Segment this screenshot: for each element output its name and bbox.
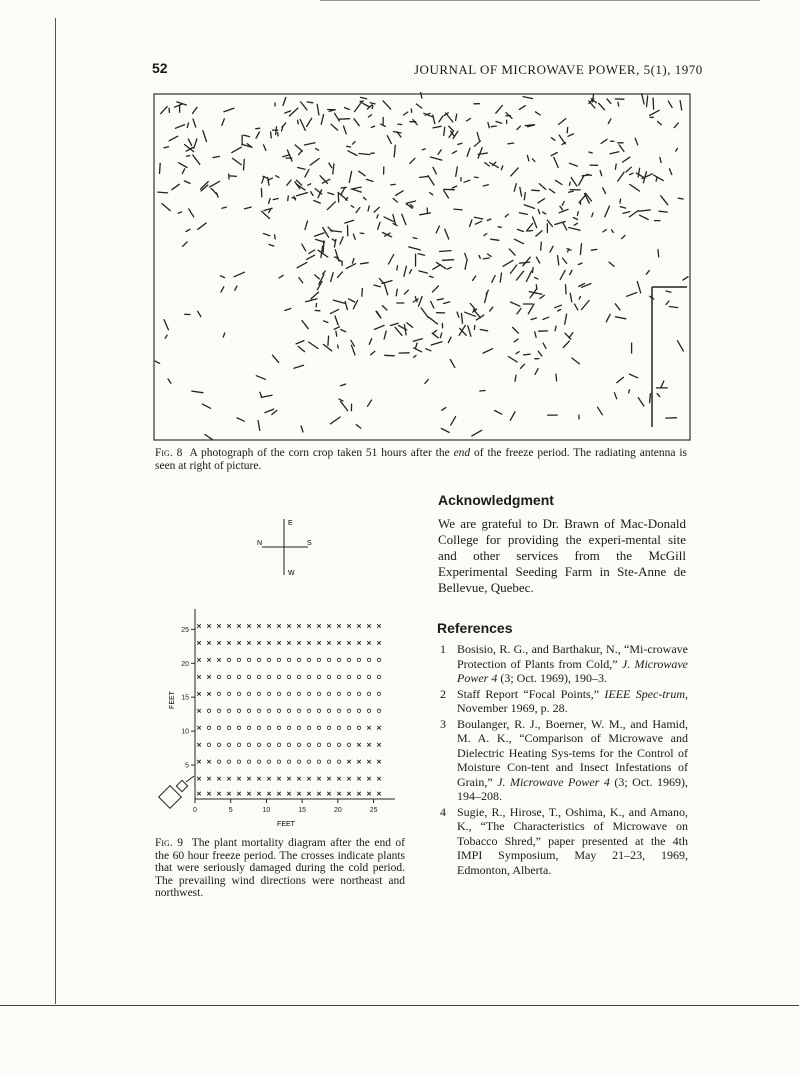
surviving-plant-mark bbox=[297, 658, 300, 661]
surviving-plant-mark bbox=[257, 726, 260, 729]
surviving-plant-mark bbox=[267, 709, 270, 712]
damaged-plant-mark bbox=[237, 624, 241, 628]
surviving-plant-mark bbox=[307, 692, 310, 695]
damaged-plant-mark bbox=[357, 641, 361, 645]
damaged-plant-mark bbox=[207, 692, 211, 696]
damaged-plant-mark bbox=[357, 760, 361, 764]
compass-east-label: E bbox=[288, 520, 293, 527]
surviving-plant-mark bbox=[257, 692, 260, 695]
surviving-plant-mark bbox=[277, 726, 280, 729]
surviving-plant-mark bbox=[247, 726, 250, 729]
damaged-plant-mark bbox=[357, 777, 361, 781]
surviving-plant-mark bbox=[297, 709, 300, 712]
damaged-plant-mark bbox=[207, 641, 211, 645]
damaged-plant-mark bbox=[207, 675, 211, 679]
damaged-plant-mark bbox=[307, 777, 311, 781]
surviving-plant-mark bbox=[247, 760, 250, 763]
caption-emphasis: end bbox=[453, 447, 471, 459]
damaged-plant-mark bbox=[207, 658, 211, 662]
damaged-plant-mark bbox=[317, 792, 321, 796]
damaged-plant-mark bbox=[197, 675, 201, 679]
surviving-plant-mark bbox=[247, 658, 250, 661]
damaged-plant-mark bbox=[307, 624, 311, 628]
damaged-plant-mark bbox=[377, 726, 381, 730]
surviving-plant-mark bbox=[377, 658, 380, 661]
damaged-plant-mark bbox=[237, 777, 241, 781]
damaged-plant-mark bbox=[227, 777, 231, 781]
surviving-plant-mark bbox=[327, 658, 330, 661]
damaged-plant-mark bbox=[297, 792, 301, 796]
surviving-plant-mark bbox=[247, 743, 250, 746]
surviving-plant-mark bbox=[327, 760, 330, 763]
surviving-plant-mark bbox=[287, 658, 290, 661]
references-heading: References bbox=[437, 620, 513, 636]
surviving-plant-mark bbox=[287, 675, 290, 678]
damaged-plant-mark bbox=[197, 692, 201, 696]
damaged-plant-mark bbox=[277, 792, 281, 796]
damaged-plant-mark bbox=[217, 658, 221, 662]
left-scan-edge bbox=[55, 18, 56, 1004]
damaged-plant-mark bbox=[207, 760, 211, 764]
damaged-plant-mark bbox=[287, 777, 291, 781]
compass-south-label: S bbox=[307, 540, 312, 547]
x-tick-label: 15 bbox=[298, 807, 307, 814]
reference-source: IEEE Spec-trum, bbox=[604, 686, 689, 701]
surviving-plant-mark bbox=[217, 743, 220, 746]
surviving-plant-mark bbox=[357, 658, 360, 661]
surviving-plant-mark bbox=[367, 692, 370, 695]
damaged-plant-mark bbox=[347, 641, 351, 645]
damaged-plant-mark bbox=[267, 641, 271, 645]
surviving-plant-mark bbox=[227, 726, 230, 729]
damaged-plant-mark bbox=[287, 624, 291, 628]
damaged-plant-mark bbox=[377, 641, 381, 645]
surviving-plant-mark bbox=[267, 743, 270, 746]
surviving-plant-mark bbox=[237, 760, 240, 763]
damaged-plant-mark bbox=[197, 792, 201, 796]
damaged-plant-mark bbox=[347, 792, 351, 796]
surviving-plant-mark bbox=[377, 692, 380, 695]
surviving-plant-mark bbox=[237, 709, 240, 712]
damaged-plant-mark bbox=[297, 624, 301, 628]
surviving-plant-mark bbox=[267, 692, 270, 695]
damaged-plant-mark bbox=[257, 641, 261, 645]
surviving-plant-mark bbox=[217, 692, 220, 695]
damaged-plant-mark bbox=[197, 726, 201, 730]
surviving-plant-mark bbox=[307, 726, 310, 729]
y-tick-label: 15 bbox=[181, 694, 189, 702]
surviving-plant-mark bbox=[227, 675, 230, 678]
surviving-plant-mark bbox=[257, 658, 260, 661]
figure-label: Fig. bbox=[155, 837, 173, 849]
surviving-plant-mark bbox=[347, 709, 350, 712]
damaged-plant-mark bbox=[217, 792, 221, 796]
figure-9-caption bbox=[155, 837, 405, 900]
surviving-plant-mark bbox=[327, 709, 330, 712]
caption-text: The plant mortality diagram after the end of the 60 hour freeze period. The crosses indicate plants that were seriously damaged during the cold period. The prevailing wind directions were northeast and northwest. bbox=[155, 837, 406, 899]
surviving-plant-mark bbox=[337, 675, 340, 678]
damaged-plant-mark bbox=[367, 641, 371, 645]
damaged-plant-mark bbox=[367, 777, 371, 781]
compass-north-label: N bbox=[257, 540, 263, 547]
y-tick-label: 10 bbox=[181, 728, 189, 736]
surviving-plant-mark bbox=[367, 658, 370, 661]
surviving-plant-mark bbox=[307, 709, 310, 712]
surviving-plant-mark bbox=[377, 675, 380, 678]
damaged-plant-mark bbox=[267, 792, 271, 796]
damaged-plant-mark bbox=[327, 777, 331, 781]
damaged-plant-mark bbox=[227, 624, 231, 628]
damaged-plant-mark bbox=[197, 777, 201, 781]
damaged-plant-mark bbox=[377, 743, 381, 747]
surviving-plant-mark bbox=[227, 760, 230, 763]
compass-rose bbox=[250, 515, 320, 580]
top-scan-edge bbox=[320, 0, 760, 1]
damaged-plant-mark bbox=[237, 641, 241, 645]
y-tick-label: 5 bbox=[185, 762, 189, 770]
damaged-plant-mark bbox=[287, 641, 291, 645]
surviving-plant-mark bbox=[317, 658, 320, 661]
surviving-plant-mark bbox=[317, 692, 320, 695]
surviving-plant-mark bbox=[287, 743, 290, 746]
surviving-plant-mark bbox=[287, 726, 290, 729]
damaged-plant-mark bbox=[287, 792, 291, 796]
surviving-plant-mark bbox=[337, 658, 340, 661]
y-tick-label: 20 bbox=[181, 660, 189, 668]
surviving-plant-mark bbox=[297, 675, 300, 678]
surviving-plant-mark bbox=[327, 726, 330, 729]
surviving-plant-mark bbox=[337, 692, 340, 695]
damaged-plant-mark bbox=[217, 777, 221, 781]
caption-text: A photograph of the corn crop taken 51 hours after the bbox=[189, 447, 450, 459]
surviving-plant-mark bbox=[217, 726, 220, 729]
damaged-plant-mark bbox=[347, 777, 351, 781]
surviving-plant-mark bbox=[247, 709, 250, 712]
surviving-plant-mark bbox=[267, 726, 270, 729]
damaged-plant-mark bbox=[247, 641, 251, 645]
surviving-plant-mark bbox=[257, 760, 260, 763]
figure-8-caption bbox=[155, 447, 687, 473]
damaged-plant-mark bbox=[217, 641, 221, 645]
damaged-plant-mark bbox=[337, 641, 341, 645]
figure-number: 8 bbox=[176, 447, 183, 459]
damaged-plant-mark bbox=[267, 624, 271, 628]
surviving-plant-mark bbox=[227, 743, 230, 746]
damaged-plant-mark bbox=[327, 624, 331, 628]
surviving-plant-mark bbox=[347, 726, 350, 729]
surviving-plant-mark bbox=[287, 760, 290, 763]
surviving-plant-mark bbox=[277, 658, 280, 661]
damaged-plant-mark bbox=[227, 641, 231, 645]
damaged-plant-mark bbox=[357, 743, 361, 747]
surviving-plant-mark bbox=[257, 709, 260, 712]
damaged-plant-mark bbox=[197, 760, 201, 764]
surviving-plant-mark bbox=[297, 692, 300, 695]
caption-text: of the freeze period. The radiating antenna is seen at right of picture. bbox=[155, 447, 688, 472]
surviving-plant-mark bbox=[307, 743, 310, 746]
acknowledgment-body: We are grateful to Dr. Brawn of Mac-Donald College for providing the experi-mental site and other services from the McGill Experimental Seeding Farm in Ste-Anne de Bellevue, Quebec. bbox=[438, 516, 686, 595]
surviving-plant-mark bbox=[237, 675, 240, 678]
surviving-plant-mark bbox=[337, 743, 340, 746]
damaged-plant-mark bbox=[197, 641, 201, 645]
surviving-plant-mark bbox=[237, 726, 240, 729]
damaged-plant-mark bbox=[337, 777, 341, 781]
surviving-plant-mark bbox=[317, 760, 320, 763]
reference-number: 4 bbox=[440, 804, 446, 819]
damaged-plant-mark bbox=[247, 792, 251, 796]
damaged-plant-mark bbox=[377, 792, 381, 796]
surviving-plant-mark bbox=[357, 675, 360, 678]
surviving-plant-mark bbox=[357, 709, 360, 712]
reference-number: 2 bbox=[440, 686, 446, 701]
reference-item bbox=[440, 717, 688, 804]
reference-number: 1 bbox=[440, 642, 446, 656]
surviving-plant-mark bbox=[257, 675, 260, 678]
surviving-plant-mark bbox=[267, 760, 270, 763]
surviving-plant-mark bbox=[327, 743, 330, 746]
figure-number: 9 bbox=[177, 837, 183, 849]
damaged-plant-mark bbox=[267, 777, 271, 781]
surviving-plant-mark bbox=[287, 692, 290, 695]
bottom-scan-edge bbox=[0, 1005, 799, 1006]
damaged-plant-mark bbox=[377, 777, 381, 781]
surviving-plant-mark bbox=[217, 709, 220, 712]
reference-item bbox=[440, 687, 688, 716]
damaged-plant-mark bbox=[367, 743, 371, 747]
acknowledgment-heading: Acknowledgment bbox=[438, 492, 554, 508]
surviving-plant-mark bbox=[317, 675, 320, 678]
damaged-plant-mark bbox=[257, 624, 261, 628]
damaged-plant-mark bbox=[217, 624, 221, 628]
compass-west-label: W bbox=[288, 570, 295, 577]
surviving-plant-mark bbox=[347, 692, 350, 695]
damaged-plant-mark bbox=[197, 743, 201, 747]
damaged-plant-mark bbox=[277, 641, 281, 645]
surviving-plant-mark bbox=[377, 709, 380, 712]
surviving-plant-mark bbox=[267, 658, 270, 661]
damaged-plant-mark bbox=[257, 792, 261, 796]
surviving-plant-mark bbox=[347, 675, 350, 678]
surviving-plant-mark bbox=[207, 726, 210, 729]
reference-source: J. Microwave Power 4 bbox=[457, 656, 688, 685]
surviving-plant-mark bbox=[247, 675, 250, 678]
surviving-plant-mark bbox=[237, 743, 240, 746]
damaged-plant-mark bbox=[297, 777, 301, 781]
reference-text: Staff Report “Focal Points,” bbox=[457, 686, 600, 701]
damaged-plant-mark bbox=[347, 624, 351, 628]
x-tick-label: 5 bbox=[228, 807, 233, 814]
references-list bbox=[440, 642, 688, 878]
surviving-plant-mark bbox=[357, 692, 360, 695]
surviving-plant-mark bbox=[237, 692, 240, 695]
damaged-plant-mark bbox=[367, 624, 371, 628]
surviving-plant-mark bbox=[227, 709, 230, 712]
surviving-plant-mark bbox=[217, 760, 220, 763]
surviving-plant-mark bbox=[317, 709, 320, 712]
damaged-plant-mark bbox=[207, 792, 211, 796]
damaged-plant-mark bbox=[237, 792, 241, 796]
surviving-plant-mark bbox=[277, 709, 280, 712]
damaged-plant-mark bbox=[277, 624, 281, 628]
surviving-plant-mark bbox=[317, 726, 320, 729]
damaged-plant-mark bbox=[367, 726, 371, 730]
surviving-plant-mark bbox=[237, 658, 240, 661]
damaged-plant-mark bbox=[347, 760, 351, 764]
damaged-plant-mark bbox=[277, 777, 281, 781]
reference-details: November 1969, p. 28. bbox=[457, 701, 568, 715]
surviving-plant-mark bbox=[307, 658, 310, 661]
damaged-plant-mark bbox=[357, 624, 361, 628]
damaged-plant-mark bbox=[297, 641, 301, 645]
damaged-plant-mark bbox=[317, 624, 321, 628]
damaged-plant-mark bbox=[357, 792, 361, 796]
surviving-plant-mark bbox=[207, 743, 210, 746]
damaged-plant-mark bbox=[317, 641, 321, 645]
damaged-plant-mark bbox=[207, 777, 211, 781]
running-head: JOURNAL OF MICROWAVE POWER, 5(1), 1970 bbox=[414, 62, 703, 77]
reference-number: 3 bbox=[440, 716, 446, 731]
damaged-plant-mark bbox=[207, 624, 211, 628]
surviving-plant-mark bbox=[347, 743, 350, 746]
reference-details: (3; Oct. 1969), 190–3. bbox=[500, 671, 607, 685]
corn-crop-photograph bbox=[152, 92, 692, 442]
surviving-plant-mark bbox=[337, 709, 340, 712]
surviving-plant-mark bbox=[277, 692, 280, 695]
surviving-plant-mark bbox=[227, 658, 230, 661]
x-tick-label: 0 bbox=[193, 807, 197, 814]
reference-text: Bosisio, R. G., and Barthakur, N., “Mi-crowave Protection of Plants from Cold,” bbox=[457, 642, 688, 671]
surviving-plant-mark bbox=[347, 658, 350, 661]
surviving-plant-mark bbox=[367, 675, 370, 678]
surviving-plant-mark bbox=[337, 726, 340, 729]
y-axis-label: FEET bbox=[169, 691, 176, 709]
damaged-plant-mark bbox=[247, 624, 251, 628]
surviving-plant-mark bbox=[287, 709, 290, 712]
surviving-plant-mark bbox=[367, 709, 370, 712]
surviving-plant-mark bbox=[277, 675, 280, 678]
damaged-plant-mark bbox=[337, 792, 341, 796]
reference-source: J. Microwave Power 4 bbox=[497, 774, 610, 789]
damaged-plant-mark bbox=[327, 792, 331, 796]
plant-mortality-diagram bbox=[150, 600, 410, 832]
surviving-plant-mark bbox=[217, 675, 220, 678]
reference-item bbox=[440, 642, 688, 686]
damaged-plant-mark bbox=[377, 624, 381, 628]
reference-text: Sugie, R., Hirose, T., Oshima, K., and Amano, K., “The Characteristics of Microwave on Tobacco Shred,” paper presented at the 4th IMPI Symposium, May 21–23, 1969, Edmonton, Alberta. bbox=[457, 804, 688, 877]
reference-item bbox=[440, 805, 688, 878]
antenna-icon bbox=[159, 776, 194, 808]
damaged-plant-mark bbox=[327, 641, 331, 645]
damaged-plant-mark bbox=[367, 792, 371, 796]
damaged-plant-mark bbox=[197, 709, 201, 713]
x-tick-label: 25 bbox=[369, 807, 378, 814]
damaged-plant-mark bbox=[367, 760, 371, 764]
surviving-plant-mark bbox=[327, 675, 330, 678]
damaged-plant-mark bbox=[377, 760, 381, 764]
page-number: 52 bbox=[152, 60, 168, 76]
surviving-plant-mark bbox=[307, 760, 310, 763]
damaged-plant-mark bbox=[307, 792, 311, 796]
surviving-plant-mark bbox=[277, 743, 280, 746]
surviving-plant-mark bbox=[337, 760, 340, 763]
damaged-plant-mark bbox=[317, 777, 321, 781]
damaged-plant-mark bbox=[337, 624, 341, 628]
damaged-plant-mark bbox=[247, 777, 251, 781]
surviving-plant-mark bbox=[357, 726, 360, 729]
reference-details: (3; Oct. 1969), 194–208. bbox=[457, 774, 688, 803]
surviving-plant-mark bbox=[267, 675, 270, 678]
x-tick-label: 10 bbox=[262, 807, 271, 814]
damaged-plant-mark bbox=[257, 777, 261, 781]
surviving-plant-mark bbox=[277, 760, 280, 763]
x-tick-label: 20 bbox=[333, 807, 342, 814]
damaged-plant-mark bbox=[197, 624, 201, 628]
y-tick-label: 25 bbox=[181, 626, 189, 634]
damaged-plant-mark bbox=[197, 658, 201, 662]
figure-label: Fig. bbox=[155, 447, 173, 459]
surviving-plant-mark bbox=[327, 692, 330, 695]
surviving-plant-mark bbox=[297, 760, 300, 763]
surviving-plant-mark bbox=[307, 675, 310, 678]
surviving-plant-mark bbox=[207, 709, 210, 712]
surviving-plant-mark bbox=[247, 692, 250, 695]
x-axis-label: FEET bbox=[277, 821, 295, 828]
surviving-plant-mark bbox=[297, 726, 300, 729]
reference-text: Boulanger, R. J., Boerner, W. M., and Hamid, M. A. K., “Comparison of Microwave and Dielectric Heating Sys-tems for the Control of Moisture Con-tent and Insect Infestations of Grain,” bbox=[457, 716, 688, 789]
damaged-plant-mark bbox=[227, 792, 231, 796]
damaged-plant-mark bbox=[307, 641, 311, 645]
surviving-plant-mark bbox=[227, 692, 230, 695]
surviving-plant-mark bbox=[257, 743, 260, 746]
surviving-plant-mark bbox=[317, 743, 320, 746]
surviving-plant-mark bbox=[297, 743, 300, 746]
